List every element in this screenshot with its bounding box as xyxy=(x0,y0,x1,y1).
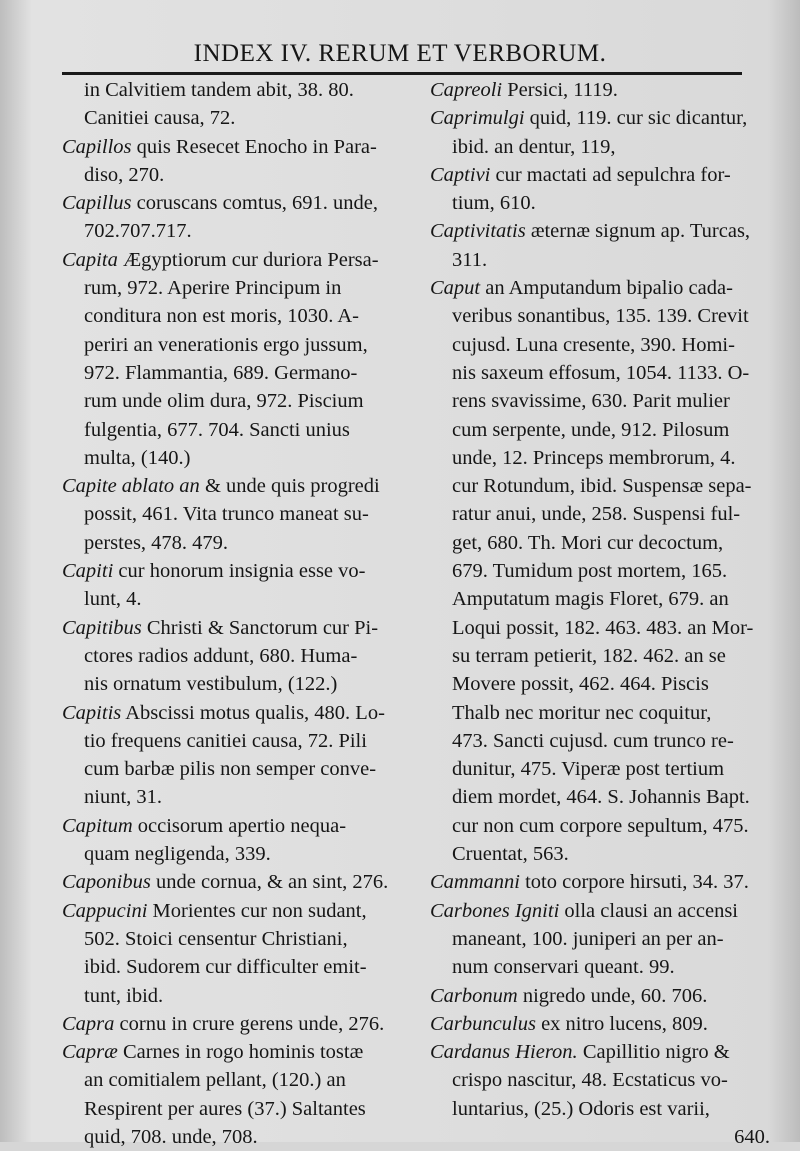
index-text: possit, 461. Vita trunco maneat su- xyxy=(84,503,369,526)
index-entry-line xyxy=(62,331,410,359)
index-entry-line xyxy=(430,246,770,274)
index-text: fulgentia, 677. 704. Sancti unius xyxy=(84,418,350,441)
index-text: multa, (140.) xyxy=(84,446,191,469)
index-headword: Capitibus xyxy=(62,616,142,639)
index-entry-line xyxy=(62,953,410,981)
index-entry-line xyxy=(430,699,770,727)
index-headword: Capite ablato an xyxy=(62,475,200,498)
index-text: cur honorum insignia esse vo- xyxy=(113,560,366,583)
index-entry-line xyxy=(62,755,410,783)
index-text: nigredo unde, 60. 706. xyxy=(517,984,708,1007)
index-text: Movere possit, 462. 464. Piscis xyxy=(452,673,709,696)
index-text: Abscissi motus qualis, 480. Lo- xyxy=(121,701,385,724)
index-text: tium, 610. xyxy=(452,192,536,215)
index-entry-headword-line xyxy=(62,614,410,642)
index-text: ibid. Sudorem cur difficulter emit- xyxy=(84,956,367,979)
index-headword: Carbones Igniti xyxy=(430,899,560,922)
index-entry-line xyxy=(62,161,410,189)
index-text: an comitialem pellant, (120.) an xyxy=(84,1069,346,1092)
index-text: tunt, ibid. xyxy=(84,984,164,1007)
index-text: cur Rotundum, ibid. Suspensæ sepa- xyxy=(452,475,752,498)
right-column xyxy=(430,76,770,1151)
index-entry-line xyxy=(62,1095,410,1123)
index-text: 473. Sancti cujusd. cum trunco re- xyxy=(452,729,734,752)
index-text: get, 680. Th. Mori cur decoctum, xyxy=(452,531,724,554)
index-text: cum barbæ pilis non semper conve- xyxy=(84,758,377,781)
index-text: an Amputandum bipalio cada- xyxy=(480,277,733,300)
index-text: unde, 12. Princeps membrorum, 4. xyxy=(452,446,736,469)
index-text: perstes, 478. 479. xyxy=(84,531,229,554)
index-text: & unde quis progredi xyxy=(199,475,380,498)
index-entry-headword-line xyxy=(62,897,410,925)
index-entry-line xyxy=(430,727,770,755)
index-entry-line xyxy=(62,500,410,528)
index-text: in Calvitiem tandem abit, 38. 80. xyxy=(84,79,354,101)
index-text: luntarius, (25.) Odoris est varii, xyxy=(452,1097,710,1120)
index-text: veribus sonantibus, 135. 139. Crevit xyxy=(452,305,749,328)
index-entry-headword-line xyxy=(62,868,410,896)
index-entry-headword-line xyxy=(430,897,770,925)
index-text: rens svavissime, 630. Parit mulier xyxy=(452,390,730,413)
index-entry-headword-line xyxy=(430,1010,770,1038)
index-text: toto corpore hirsuti, 34. 37. xyxy=(519,871,749,894)
index-text: 311. xyxy=(452,248,488,271)
index-entry-line xyxy=(62,1123,410,1151)
index-text: Persici, 1119. xyxy=(502,79,618,101)
index-text: conditura non est moris, 1030. A- xyxy=(84,305,360,328)
index-text: cum serpente, unde, 912. Pilosum xyxy=(452,418,730,441)
index-entry-line xyxy=(430,925,770,953)
index-text: nis saxeum effosum, 1054. 1133. O- xyxy=(452,361,750,384)
index-text: ratur anui, unde, 258. Suspensi ful- xyxy=(452,503,741,526)
index-entry-line xyxy=(430,472,770,500)
index-entry-line xyxy=(430,416,770,444)
index-entry-line xyxy=(430,1066,770,1094)
index-text: 702.707.717. xyxy=(84,220,192,243)
index-text: ex nitro lucens, 809. xyxy=(535,1012,708,1035)
index-entry-line xyxy=(430,670,770,698)
index-text: niunt, 31. xyxy=(84,786,163,809)
index-text: Thalb nec moritur nec coquitur, xyxy=(452,701,712,724)
index-text: tio frequens canitiei causa, 72. Pili xyxy=(84,729,367,752)
index-text: Morientes cur non sudant, xyxy=(147,899,367,922)
index-entry-headword-line xyxy=(430,274,770,302)
index-text: ibid. an dentur, 119, xyxy=(452,135,616,158)
index-text: maneant, 100. juniperi an per an- xyxy=(452,927,724,950)
index-entry-line xyxy=(62,416,410,444)
index-entry-line xyxy=(430,302,770,330)
index-entry-line xyxy=(430,755,770,783)
index-entry-line xyxy=(62,274,410,302)
index-entry-headword-line xyxy=(62,1010,410,1038)
index-text: crispo nascitur, 48. Ecstaticus vo- xyxy=(452,1069,728,1092)
index-entry-headword-line xyxy=(62,812,410,840)
index-entry-line xyxy=(430,783,770,811)
index-headword: Caponibus xyxy=(62,871,151,894)
index-text: cur mactati ad sepulchra for- xyxy=(490,163,731,186)
index-text: 972. Flammantia, 689. Germano- xyxy=(84,361,358,384)
index-entry-line xyxy=(430,359,770,387)
index-entry-line xyxy=(62,387,410,415)
index-entry-line xyxy=(62,302,410,330)
index-entry-line xyxy=(62,529,410,557)
index-text: rum, 972. Aperire Principum in xyxy=(84,277,342,300)
index-headword: Capillos xyxy=(62,135,132,158)
index-entry-headword-line xyxy=(430,217,770,245)
index-text: cur non cum corpore sepultum, 475. xyxy=(452,814,749,837)
index-text: periri an venerationis ergo jussum, xyxy=(84,333,368,356)
index-entry-line xyxy=(430,500,770,528)
index-entry-headword-line xyxy=(62,699,410,727)
index-text: Canitiei causa, 72. xyxy=(84,107,236,130)
index-entry-line xyxy=(62,783,410,811)
index-text: æternæ signum ap. Turcas, xyxy=(525,220,751,243)
index-text: Loqui possit, 182. 463. 483. an Mor- xyxy=(452,616,754,639)
index-entry-line xyxy=(62,925,410,953)
index-entry-line xyxy=(430,444,770,472)
index-entry-headword-line xyxy=(62,189,410,217)
index-headword: Capreoli xyxy=(430,79,503,101)
index-entry-line xyxy=(62,727,410,755)
index-text: 502. Stoici censentur Christiani, xyxy=(84,927,348,950)
index-entry-headword-line xyxy=(62,246,410,274)
index-text: cornu in crure gerens unde, 276. xyxy=(114,1012,385,1035)
index-entry-line xyxy=(62,982,410,1010)
index-headword: Capiti xyxy=(62,560,114,583)
index-entry-line xyxy=(62,76,410,104)
index-headword: Cammanni xyxy=(430,871,520,894)
index-entry-line xyxy=(62,359,410,387)
index-headword: Caput xyxy=(430,277,481,300)
index-headword: Carbunculus xyxy=(430,1012,536,1035)
index-entry-headword-line xyxy=(62,1038,410,1066)
index-entry-line xyxy=(430,529,770,557)
index-headword: Capillus xyxy=(62,192,132,215)
index-entry-line xyxy=(430,953,770,981)
index-text: num conservari queant. 99. xyxy=(452,956,675,979)
page-header: INDEX IV. RERUM ET VERBORUM. xyxy=(193,40,607,67)
index-entry-line xyxy=(62,670,410,698)
index-entry-line xyxy=(430,840,770,868)
index-text: occisorum apertio nequa- xyxy=(132,814,347,837)
index-entry-line xyxy=(62,642,410,670)
index-entry-headword-line xyxy=(430,982,770,1010)
index-text: Capillitio nigro & xyxy=(577,1041,730,1064)
index-entry-line xyxy=(62,1066,410,1094)
index-entry-line xyxy=(62,444,410,472)
index-text: ctores radios addunt, 680. Huma- xyxy=(84,644,358,667)
index-headword: Carbonum xyxy=(430,984,518,1007)
index-headword: Cardanus Hieron. xyxy=(430,1041,578,1064)
index-entry-line xyxy=(62,840,410,868)
index-entry-headword-line xyxy=(62,472,410,500)
index-text: quid, 708. unde, 708. xyxy=(84,1125,258,1148)
index-text: diso, 270. xyxy=(84,163,165,186)
index-text: unde cornua, & an sint, 276. xyxy=(150,871,389,894)
index-headword: Captivitatis xyxy=(430,220,526,243)
index-entry-line xyxy=(430,585,770,613)
index-entry-line xyxy=(430,1123,770,1151)
index-entry-line xyxy=(430,642,770,670)
index-entry-line xyxy=(430,1095,770,1123)
index-text: coruscans comtus, 691. unde, xyxy=(131,192,379,215)
index-entry-line xyxy=(62,585,410,613)
index-entry-line xyxy=(430,614,770,642)
index-text: Amputatum magis Floret, 679. an xyxy=(452,588,729,611)
index-entry-headword-line xyxy=(430,868,770,896)
index-text: quam negligenda, 339. xyxy=(84,843,271,866)
index-text: diem mordet, 464. S. Johannis Bapt. xyxy=(452,786,750,809)
index-headword: Capræ xyxy=(62,1041,118,1064)
index-entry-line xyxy=(430,189,770,217)
index-text: 679. Tumidum post mortem, 165. xyxy=(452,560,728,583)
index-text: su terram petierit, 182. 462. an se xyxy=(452,644,726,667)
index-headword: Captivi xyxy=(430,163,491,186)
index-entry-line xyxy=(430,331,770,359)
index-entry-headword-line xyxy=(430,104,770,132)
index-text: nis ornatum vestibulum, (122.) xyxy=(84,673,338,696)
index-entry-line xyxy=(430,812,770,840)
index-headword: Capita xyxy=(62,248,118,271)
index-headword: Capitis xyxy=(62,701,122,724)
index-text: lunt, 4. xyxy=(84,588,142,611)
index-headword: Capitum xyxy=(62,814,133,837)
index-text: Cruentat, 563. xyxy=(452,843,569,866)
index-text: olla clausi an accensi xyxy=(559,899,739,922)
index-text: Christi & Sanctorum cur Pi- xyxy=(141,616,379,639)
index-text: Ægyptiorum cur duriora Persa- xyxy=(117,248,379,271)
index-text: 640. xyxy=(734,1125,770,1148)
index-text: dunitur, 475. Viperæ post tertium xyxy=(452,758,725,781)
index-entry-line xyxy=(430,387,770,415)
index-headword: Caprimulgi xyxy=(430,107,525,130)
header-rule xyxy=(62,72,742,75)
index-headword: Cappucini xyxy=(62,899,148,922)
index-text: cujusd. Luna cresente, 390. Homi- xyxy=(452,333,735,356)
index-entry-line xyxy=(62,104,410,132)
index-entry-line xyxy=(430,133,770,161)
index-text: quid, 119. cur sic dicantur, xyxy=(524,107,748,130)
index-headword: Capra xyxy=(62,1012,115,1035)
index-entry-line xyxy=(62,217,410,245)
index-entry-headword-line xyxy=(430,1038,770,1066)
index-entry-headword-line xyxy=(62,133,410,161)
index-entry-line xyxy=(430,557,770,585)
index-text: quis Resecet Enocho in Para- xyxy=(131,135,377,158)
left-column xyxy=(62,76,410,1151)
index-entry-headword-line xyxy=(62,557,410,585)
index-entry-headword-line xyxy=(430,161,770,189)
index-entry-headword-line xyxy=(430,76,770,104)
index-text: Carnes in rogo hominis tostæ xyxy=(117,1041,364,1064)
index-text: Respirent per aures (37.) Saltantes xyxy=(84,1097,366,1120)
index-text: rum unde olim dura, 972. Piscium xyxy=(84,390,364,413)
